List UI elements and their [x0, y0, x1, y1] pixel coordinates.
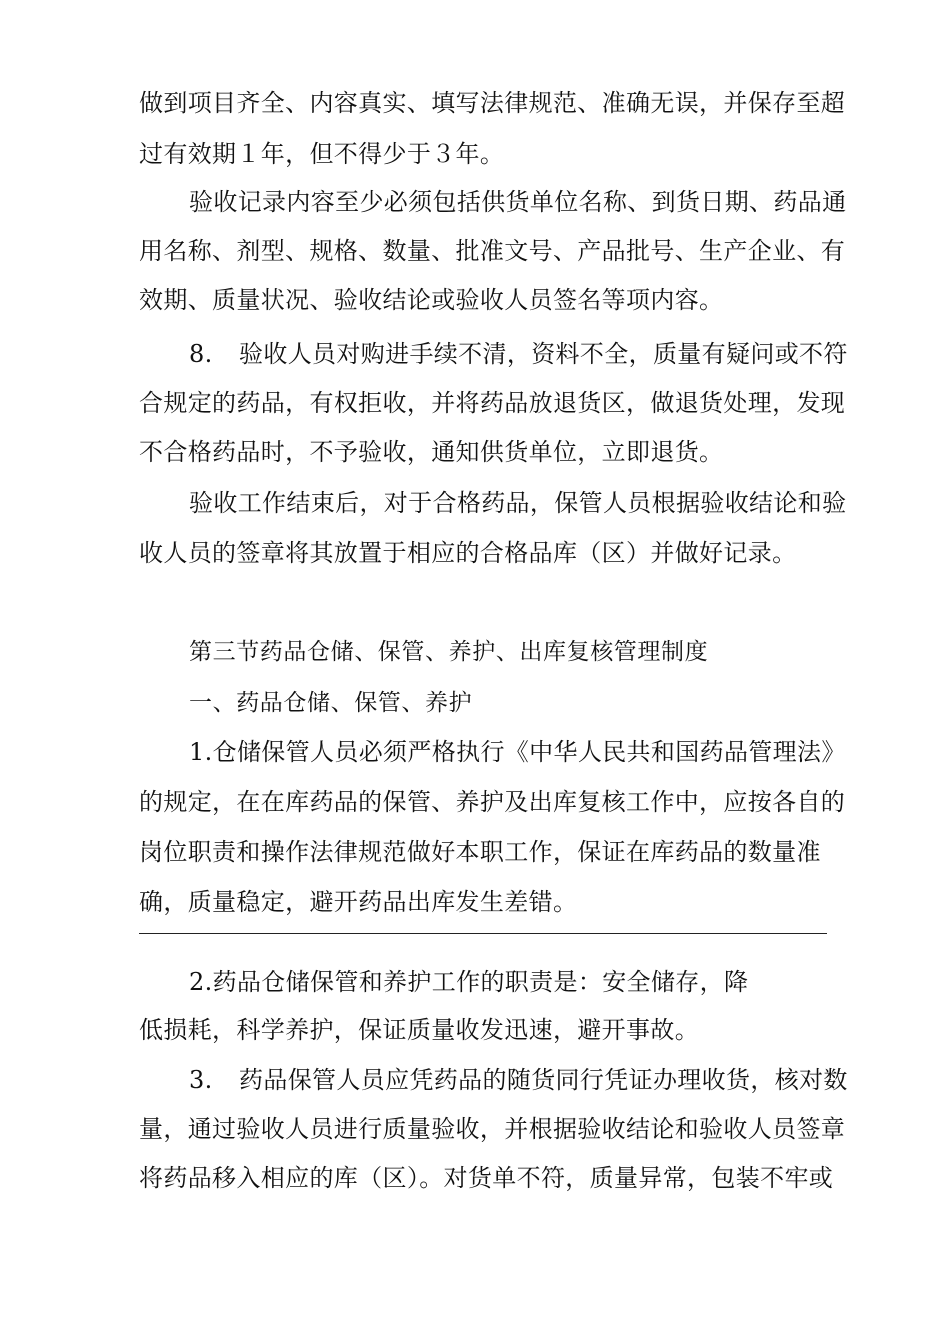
paragraph-line: 用名称、剂型、规格、数量、批准文号、产品批号、生产企业、有 — [139, 237, 846, 265]
paragraph-line: 验收记录内容至少必须包括供货单位名称、到货日期、药品通 — [189, 188, 847, 216]
paragraph-line: 确，质量稳定，避开药品出库发生差错。 — [139, 888, 578, 916]
list-item-3 — [189, 1065, 848, 1095]
list-number: 8. — [189, 340, 213, 368]
page-divider — [139, 933, 827, 934]
paragraph-line: 2.药品仓储保管和养护工作的职责是：安全储存，降 — [189, 968, 749, 996]
paragraph-line: 量，通过验收人员进行质量验收，并根据验收结论和验收人员签章 — [139, 1115, 846, 1143]
list-item-text: 验收人员对购进手续不清，资料不全，质量有疑问或不符 — [239, 340, 848, 368]
list-item-text: 药品保管人员应凭药品的随货同行凭证办理收货，核对数 — [239, 1066, 848, 1094]
subsection-title: 一、药品仓储、保管、养护 — [189, 690, 473, 716]
paragraph-line: 做到项目齐全、内容真实、填写法律规范、准确无误，并保存至超 — [139, 89, 846, 117]
paragraph-line: 的规定，在在库药品的保管、养护及出库复核工作中，应按各自的 — [139, 788, 846, 816]
paragraph-line: 验收工作结束后，对于合格药品，保管人员根据验收结论和验 — [189, 489, 847, 517]
list-item-8 — [189, 339, 848, 369]
paragraph-line: 1.仓储保管人员必须严格执行《中华人民共和国药品管理法》 — [189, 738, 846, 766]
paragraph-line: 过有效期１年，但不得少于３年。 — [139, 140, 505, 168]
paragraph-line: 效期、质量状况、验收结论或验收人员签名等项内容。 — [139, 286, 724, 314]
paragraph-line: 合规定的药品，有权拒收，并将药品放退货区，做退货处理，发现 — [139, 389, 846, 417]
paragraph-line: 不合格药品时，不予验收，通知供货单位，立即退货。 — [139, 438, 724, 466]
paragraph-line: 低损耗，科学养护，保证质量收发迅速，避开事故。 — [139, 1016, 700, 1044]
list-number: 3. — [189, 1066, 213, 1094]
section-title: 第三节药品仓储、保管、养护、出库复核管理制度 — [189, 639, 709, 665]
paragraph-line: 收人员的签章将其放置于相应的合格品库（区）并做好记录。 — [139, 539, 797, 567]
paragraph-line: 将药品移入相应的库（区）。对货单不符，质量异常，包装不牢或 — [139, 1164, 834, 1192]
paragraph-line: 岗位职责和操作法律规范做好本职工作，保证在库药品的数量准 — [139, 838, 821, 866]
